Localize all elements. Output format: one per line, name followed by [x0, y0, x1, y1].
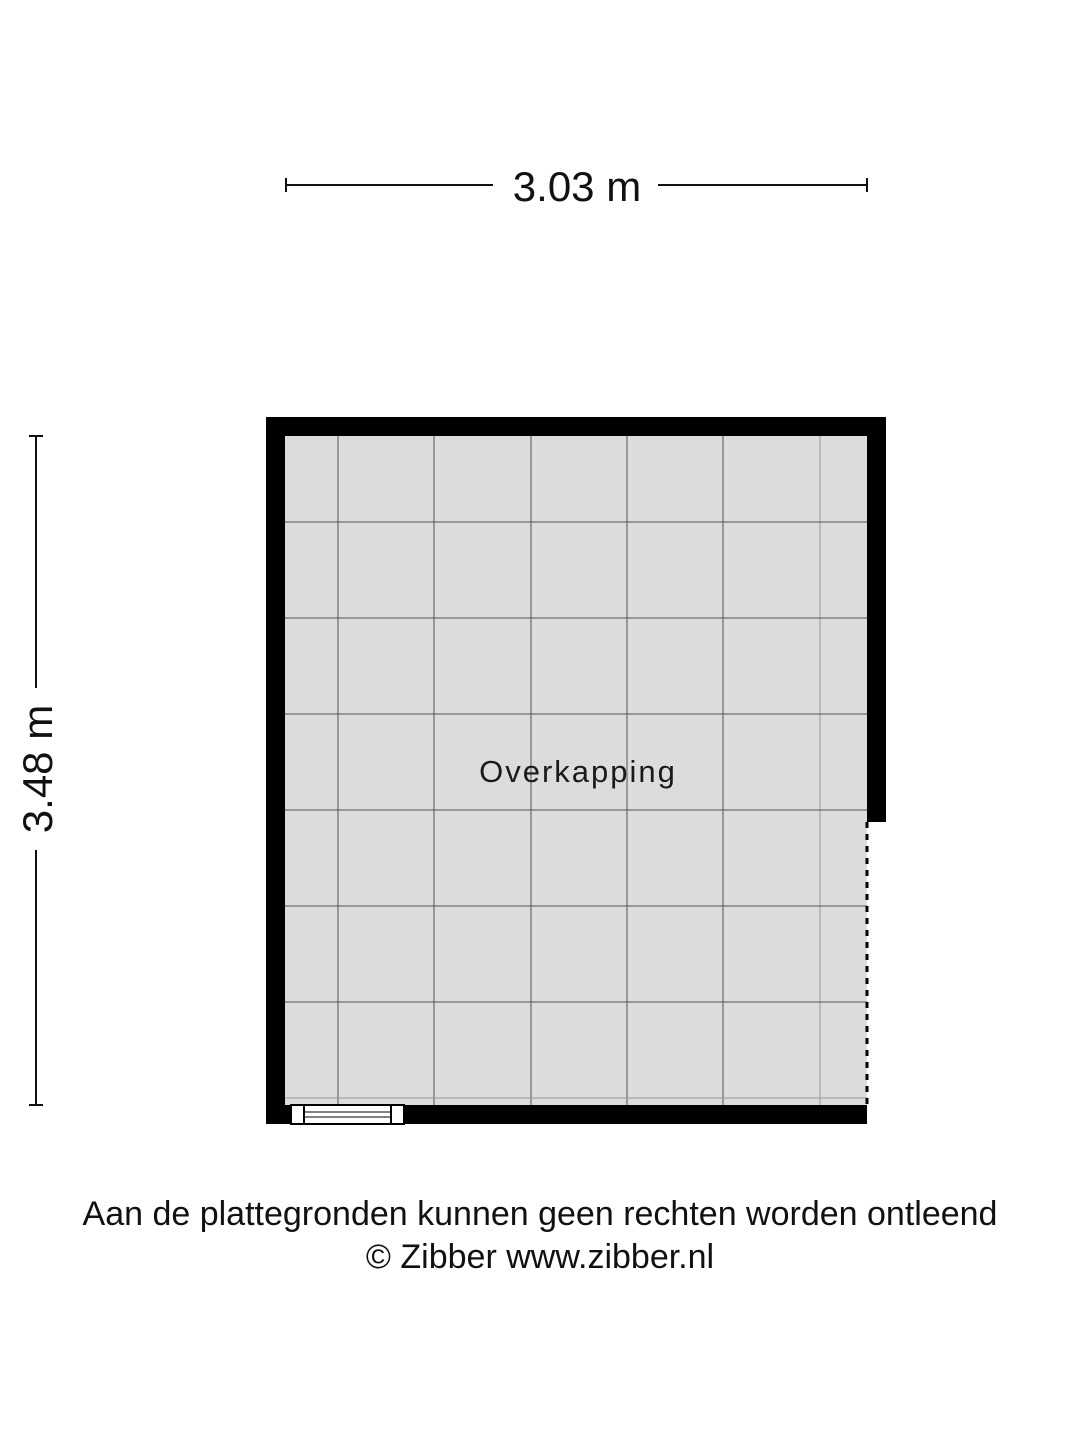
- width-dimension: [286, 163, 867, 210]
- wall-top: [266, 417, 886, 436]
- disclaimer-text: Aan de plattegronden kunnen geen rechten worden ontleend: [82, 1195, 998, 1233]
- width-dimension-label: 3.03 m: [512, 163, 642, 210]
- wall-right: [867, 417, 886, 822]
- wall-left: [266, 417, 285, 1124]
- wall-bottom: [404, 1105, 867, 1124]
- window: [291, 1105, 404, 1124]
- height-dimension-label: 3.48 m: [14, 704, 61, 834]
- window-frame: [291, 1105, 404, 1124]
- height-dimension: [14, 436, 61, 1105]
- copyright-text: © Zibber www.zibber.nl: [365, 1238, 715, 1276]
- room-label: Overkapping: [479, 754, 677, 789]
- wall-bottom-left-stub: [266, 1105, 291, 1124]
